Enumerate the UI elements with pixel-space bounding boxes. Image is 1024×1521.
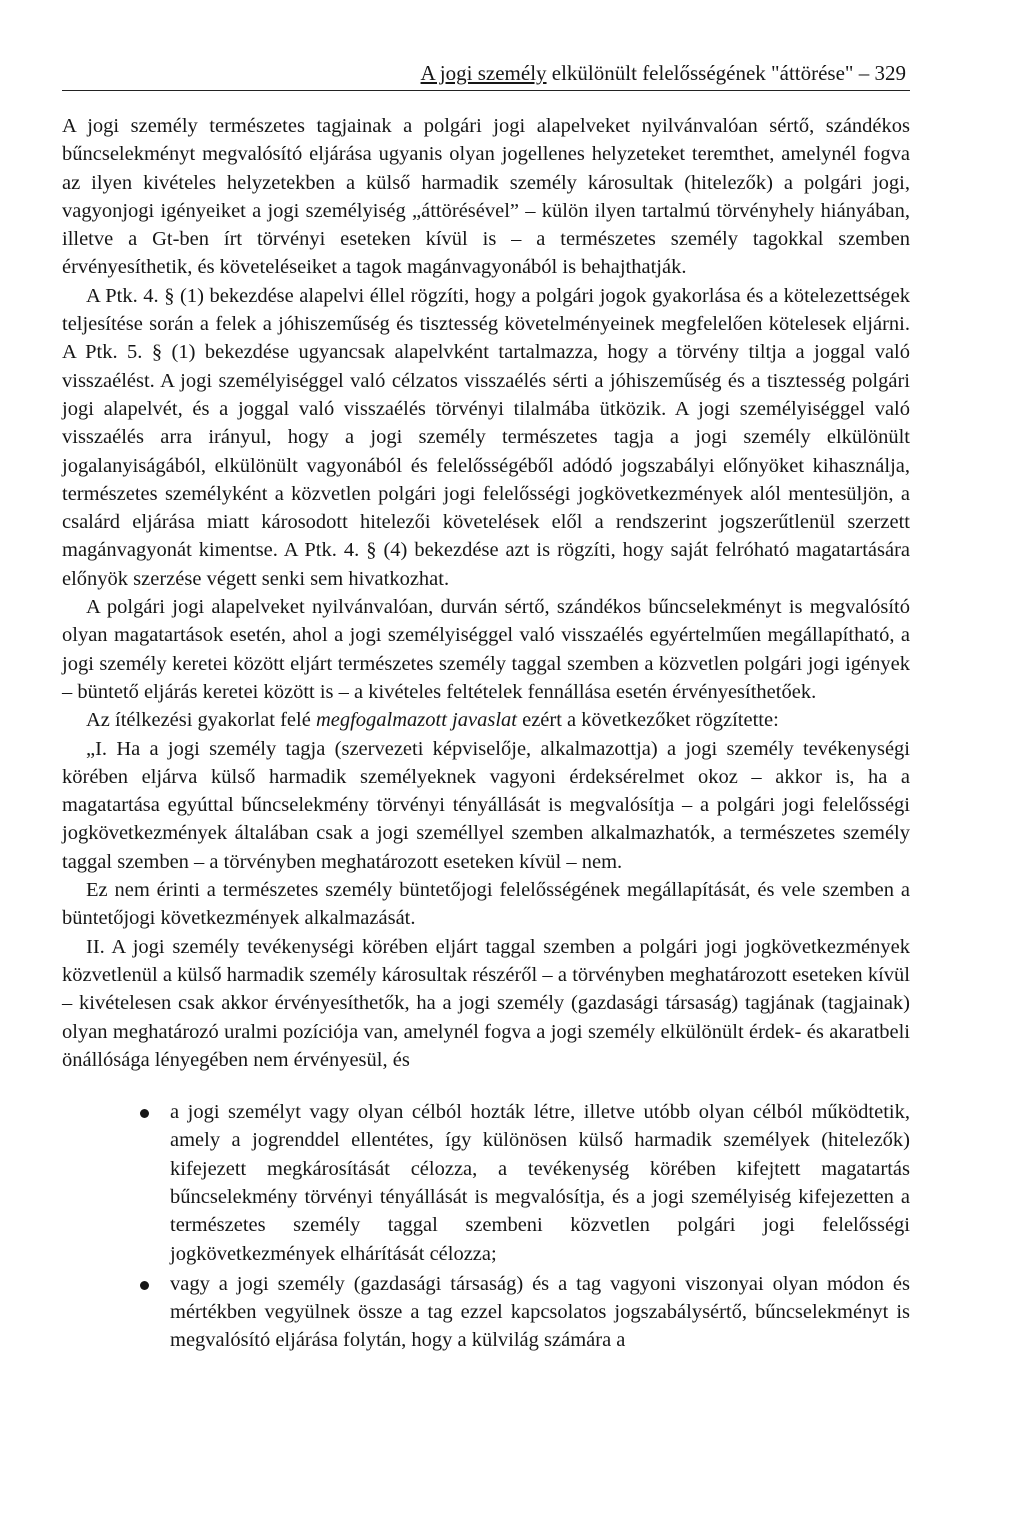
running-header <box>62 62 910 91</box>
bullet-text: vagy a jogi személy (gazdasági társaság) és a tag vagyoni viszonyai olyan módon és mértékben vegyülnek össze a tag ezzel kapcsolatos jogszabálysértő, bűncselekményt is megvalósító eljárása folytán, hogy a külvilág számára a <box>170 1272 910 1352</box>
proposal-emphasis: megfogalmazott javaslat <box>315 709 517 732</box>
running-header-title <box>421 59 906 87</box>
running-header-title-rest: elkülönült felelősségének "áttörése" – 329 <box>546 61 906 85</box>
point-2: II. A jogi személy tevékenységi körében eljárt taggal szemben a polgári jogi jogkövetkezmények közvetlenül a külső harmadik személy károsultak részéről – a törvényben meghatározott eseteken kívül – kivételesen csak akkor érvényesíthetők, ha a jogi személy (gazdasági társaság) tagjának (tagjainak) olyan meghatározó uralmi pozíciója van, amelynél fogva a jogi személy elkülönült érdek- és akaratbeli önállósága lényegében nem érvényesül, és <box>62 935 910 1071</box>
point-1: „I. Ha a jogi személy tagja (szervezeti képviselője, alkalmazottja) a jogi személy tevékenységi körében eljárva külső harmadik személyeknek vagyoni érdeksérelmet okoz – akkor is, ha a magatartása egyúttal bűncselekmény törvényi tényállását is megvalósítja – a polgári jogi felelősségi jogkövetkezmények általában csak a jogi személlyel szemben alkalmazhatók, a természetes személy taggal szemben – a törvényben meghatározott eseteken kívül – nem. <box>62 737 910 873</box>
paragraph-2: A Ptk. 4. § (1) bekezdése alapelvi éllel rögzíti, hogy a polgári jogok gyakorlása és a kötelezettségek teljesítése során a felek a jóhiszeműség és tisztesség követelményeinek megfelelően kötelesek eljárni. A Ptk. 5. § (1) bekezdése ugyancsak alapelvként tartalmazza, hogy a törvény tiltja a joggal való visszaélést. A jogi személyiséggel való célzatos visszaélés sérti a jóhiszeműség és a tisztesség polgári jogi alapelvét, és a joggal való visszaélés törvényi tilalmába ütközik. A jogi személyiséggel való visszaélés arra irányul, hogy a jogi személy természetes tagja a jogi személy elkülönült jogalanyiságából, elkülönült vagyonából és felelősségéből adódó jogszabályi előnyöket kihasználja, természetes személyként a közvetlen polgári jogi felelősségi jogkövetkezmények alól mentesüljön, a csalárd eljárása miatt károsodott hitelezői követelések elől a rendszerint jogszerűtlenül szerzett magánvagyonát kimentse. A Ptk. 4. § (4) bekezdése azt is rögzíti, hogy saját felróható magatartására előnyök szerzése végett senki sem hivatkozhat. <box>62 284 910 590</box>
running-header-title-lead: A jogi személy <box>420 61 547 85</box>
point-1-note: Ez nem érinti a természetes személy büntetőjogi felelősségének megállapítását, és vele szemben a büntetőjogi következmények alkalmazását. <box>62 879 910 930</box>
proposal-suffix: ezért a következőket rögzítette: <box>516 709 779 732</box>
list-item <box>170 1098 910 1268</box>
paragraph-1: A jogi személy természetes tagjainak a polgári jogi alapelveket nyilvánvalóan sértő, szándékos bűncselekményt megvalósító eljárása ugyanis olyan jogellenes helyzeteket teremthet, amelynél fogva az ilyen kivételes helyzetekben a külső harmadik személy károsultak (hitelezők) a polgári jogi, vagyonjogi igényeiket a jogi személyiség „áttörésével” – külön ilyen tartalmú törvényhely hiányában, illetve a Gt-ben írt törvényi eseteken kívül is – a természetes személy tagokkal szemben érvényesíthetik, és követeléseiket a tagok magánvagyonából is behajthatják. <box>62 115 910 279</box>
proposal-prefix: Az ítélkezési gyakorlat felé <box>86 709 316 732</box>
bullet-icon <box>140 1281 149 1290</box>
bullet-text: a jogi személyt vagy olyan célból hozták létre, illetve utóbb olyan célból működtetik, amely a jogrenddel ellentétes, így különösen külső harmadik személyek (hitelezők) kifejezett megkárosítását célozza, a tevékenység körében kifejtett magatartás bűncselekmény törvényi tényállását is megvalósítja, és a jogi személyiség kifejezetten a természetes személy taggal szembeni közvetlen polgári jogi felelősségi jogkövetkezmények elhárítását célozza; <box>170 1101 910 1265</box>
body-text <box>62 112 910 1357</box>
proposal-intro <box>62 706 910 734</box>
list-item <box>170 1270 910 1355</box>
bullet-list <box>62 1098 910 1355</box>
paragraph-3: A polgári jogi alapelveket nyilvánvalóan, durván sértő, szándékos bűncselekményt is megvalósító olyan magatartások esetén, ahol a jogi személyiséggel való visszaélés egyértelműen megállapítható, a jogi személy keretei között eljárt természetes személy taggal szemben a közvetlen polgári jogi igények – büntető eljárás keretei között is – a kivételes feltételek fennállása esetén érvényesíthetőek. <box>62 596 910 703</box>
bullet-icon <box>140 1109 149 1118</box>
